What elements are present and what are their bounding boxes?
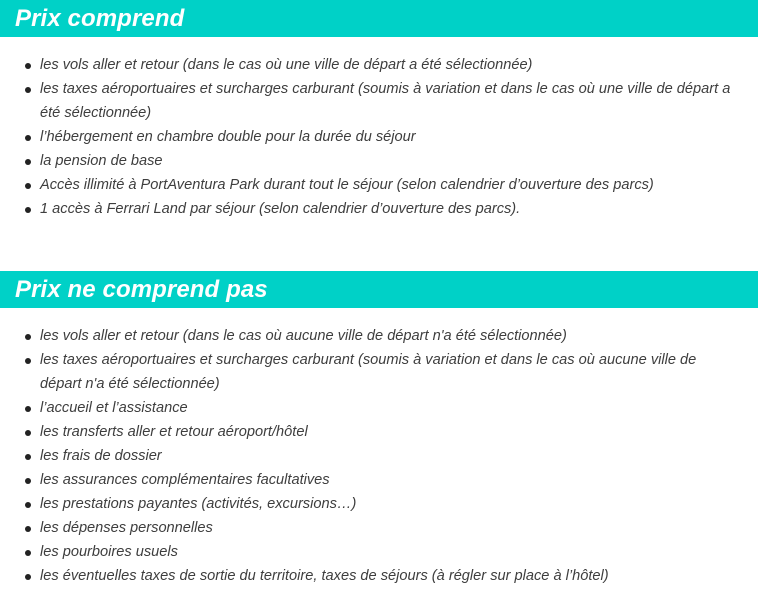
included-item-flights: les vols aller et retour (dans le cas où une ville de départ a été sélectionnée) bbox=[40, 53, 740, 77]
excluded-item-transfers: les transferts aller et retour aéroport/hôtel bbox=[40, 420, 740, 444]
excluded-list bbox=[0, 324, 758, 588]
excluded-item-paid-services: les prestations payantes (activités, excursions…) bbox=[40, 492, 740, 516]
included-title: Prix comprend bbox=[15, 5, 185, 32]
excluded-item-exit-taxes: les éventuelles taxes de sortie du territoire, taxes de séjours (à régler sur place à l’hôtel) bbox=[40, 564, 740, 588]
included-item-accommodation: l’hébergement en chambre double pour la durée du séjour bbox=[40, 125, 740, 149]
excluded-title: Prix ne comprend pas bbox=[15, 276, 268, 303]
excluded-item-flights: les vols aller et retour (dans le cas où aucune ville de départ n'a été sélectionnée) bbox=[40, 324, 740, 348]
included-item-ferrari-land-access: 1 accès à Ferrari Land par séjour (selon calendrier d’ouverture des parcs). bbox=[40, 197, 740, 221]
excluded-header bbox=[0, 271, 758, 308]
excluded-item-insurance: les assurances complémentaires facultatives bbox=[40, 468, 740, 492]
included-header bbox=[0, 0, 758, 37]
excluded-item-airport-taxes: les taxes aéroportuaires et surcharges carburant (soumis à variation et dans le cas où aucune ville de départ n'a été sélectionnée) bbox=[40, 348, 740, 396]
included-list bbox=[0, 53, 758, 221]
excluded-item-booking-fees: les frais de dossier bbox=[40, 444, 740, 468]
excluded-item-assistance: l’accueil et l’assistance bbox=[40, 396, 740, 420]
included-item-board: la pension de base bbox=[40, 149, 740, 173]
included-item-airport-taxes: les taxes aéroportuaires et surcharges carburant (soumis à variation et dans le cas où une ville de départ a été sélectionnée) bbox=[40, 77, 740, 125]
excluded-item-tips: les pourboires usuels bbox=[40, 540, 740, 564]
included-item-portaventura-access: Accès illimité à PortAventura Park durant tout le séjour (selon calendrier d’ouverture des parcs) bbox=[40, 173, 740, 197]
excluded-item-personal-expenses: les dépenses personnelles bbox=[40, 516, 740, 540]
included-section bbox=[0, 0, 758, 221]
excluded-section bbox=[0, 271, 758, 588]
